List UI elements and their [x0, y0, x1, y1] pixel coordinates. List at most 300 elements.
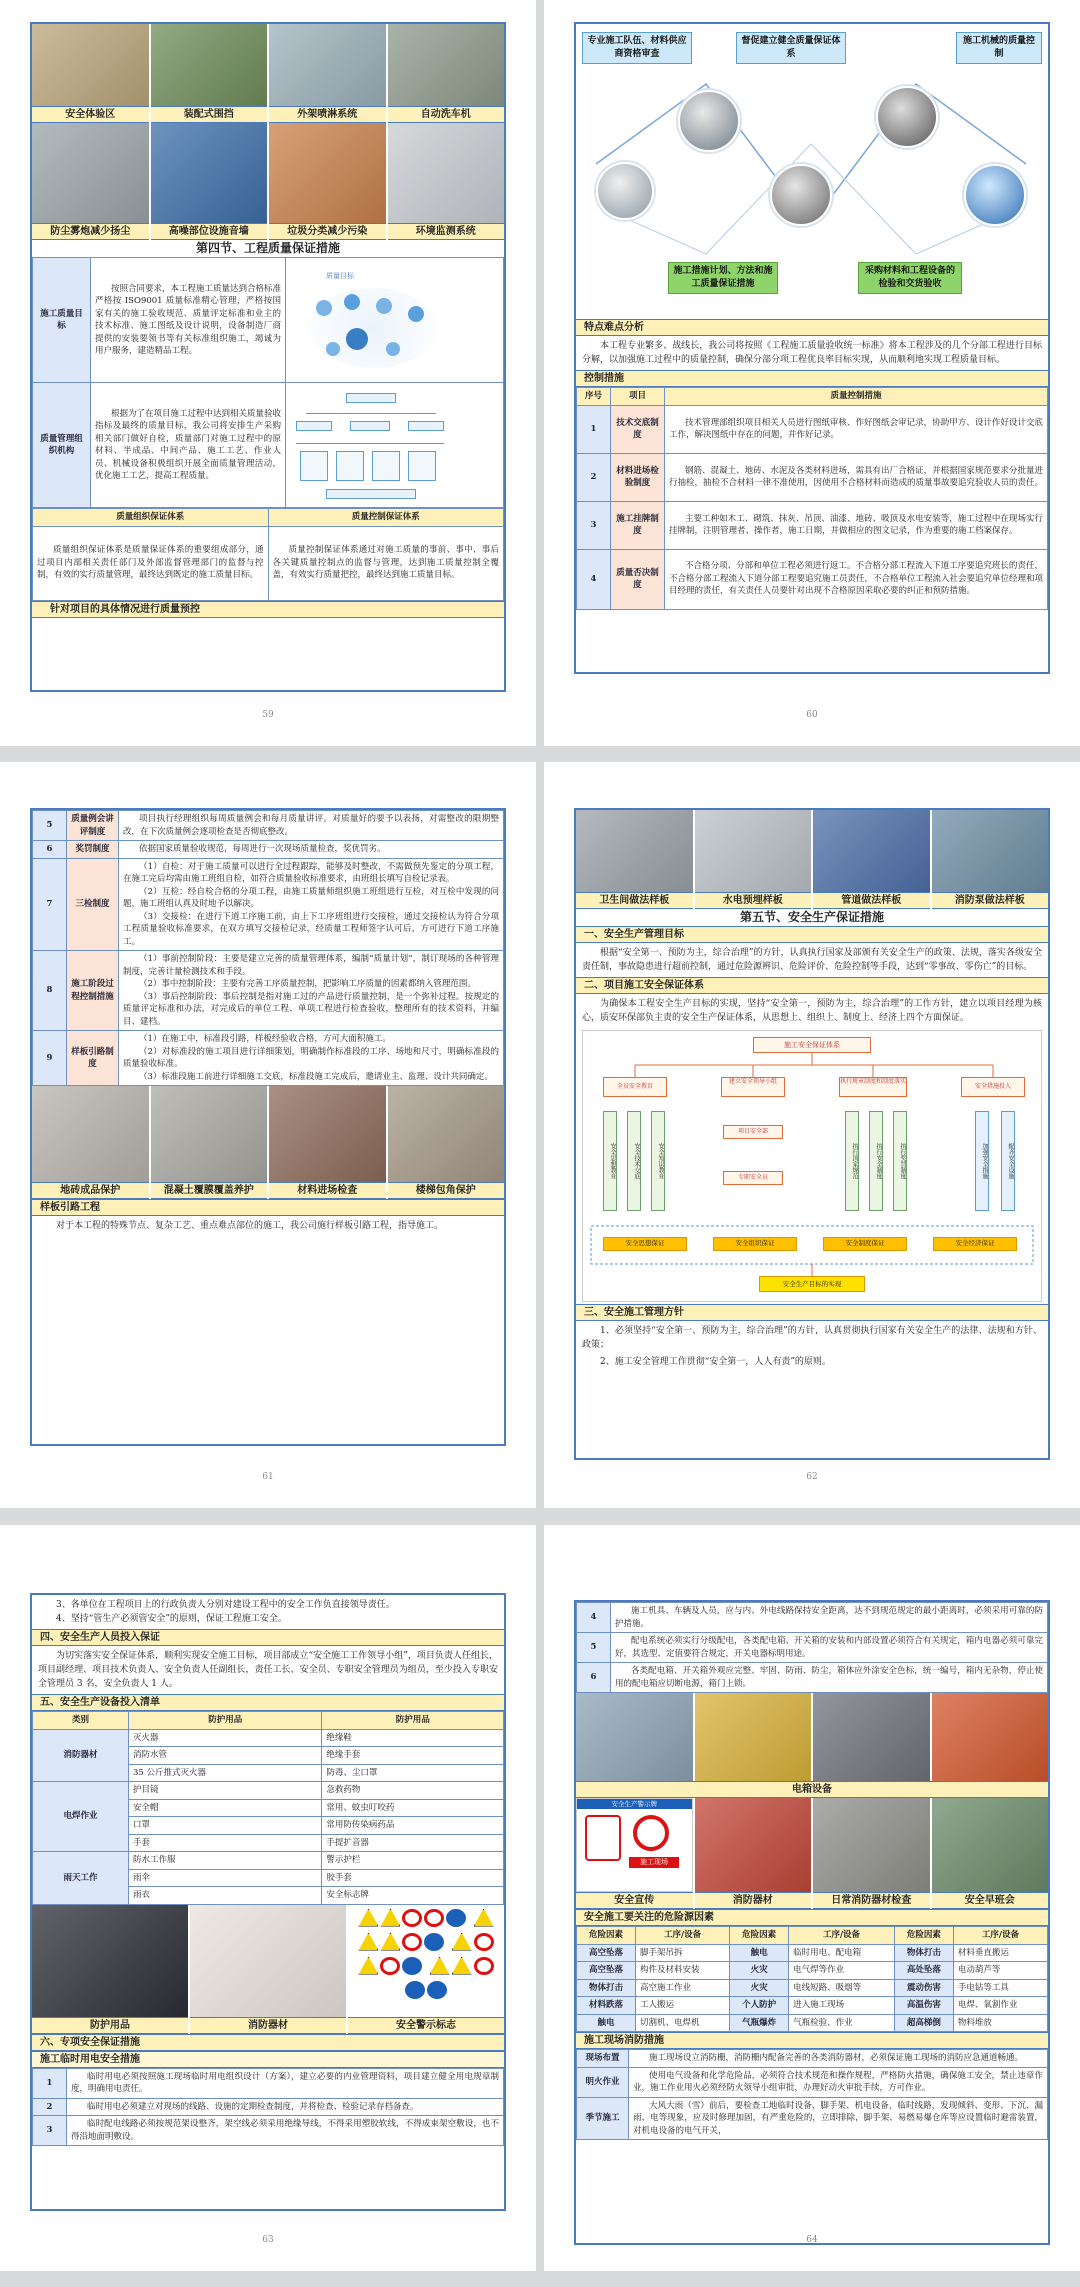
row-item: 质量例会讲评制度: [67, 811, 119, 841]
cell: 触电: [730, 1944, 789, 1962]
photo-caption: 消防器材: [695, 1892, 812, 1909]
page-63-frame: [30, 1593, 506, 2211]
electric-box-photos: [576, 1693, 1048, 1781]
org-result: 安全生产目标的实现: [759, 1276, 865, 1292]
section-title: 第五节、安全生产保证措施: [739, 910, 884, 924]
table-row: [577, 1603, 1048, 1633]
row-no: 4: [577, 1603, 611, 1633]
item: 雨衣: [129, 1887, 322, 1905]
photo-concrete-cure: [151, 1086, 268, 1182]
col-header: 危险因素: [894, 1927, 953, 1945]
prohibition-icon: [474, 1957, 494, 1975]
section-title: 第四节、工程质量保证措施: [195, 241, 340, 255]
cell: 高处坠落: [894, 1962, 953, 1980]
table-row: [33, 1031, 504, 1086]
org-v1: 安全知识教育: [651, 1111, 665, 1211]
item: 口罩: [129, 1817, 322, 1835]
item: 防毒、尘口罩: [322, 1764, 504, 1782]
photo-circle: [964, 164, 1026, 226]
row-text: 配电系统必须实行分级配电，各类配电箱、开关箱的安装和内部设置必须符合有关规定，箱内电器必须可靠完好，其选型、定值要符合规定，开关电器标明用途。: [611, 1633, 1048, 1663]
item: 警示护栏: [322, 1852, 504, 1870]
table-row: [33, 1782, 504, 1800]
col-header: 工序/设备: [953, 1927, 1047, 1945]
photo-circle: [770, 164, 832, 226]
row-label: 季节施工: [577, 2097, 629, 2140]
item: 35 公斤推式灭火器: [129, 1764, 322, 1782]
bottom-box: 采购材料和工程设备的检验和交货验收: [858, 262, 962, 294]
row-text: [119, 858, 504, 951]
cell: 临时用电、配电箱: [789, 1944, 895, 1962]
footer-bar: 针对项目的具体情况进行质量预控: [32, 601, 504, 618]
photo-caption: 电箱设备: [576, 1781, 1048, 1798]
item: 绝缘鞋: [322, 1729, 504, 1747]
body-text: 为确保本工程安全生产目标的实现，坚持“安全第一，预防为主，综合治理”的工作方针，建立以项目经理为核心，质安环保部负主责的安全生产保证体系，从思想上、组织上、制度上、经济上四个方面保证。: [582, 999, 1042, 1023]
photo-power-booth: [576, 1693, 693, 1781]
photo-protective-gear: [32, 1905, 188, 2017]
cell: 物体打击: [894, 1944, 953, 1962]
quality-table: [32, 257, 504, 508]
photo-caption: 自动洗车机: [388, 106, 505, 123]
photo-row-2: [32, 123, 504, 240]
item: 绝缘手套: [322, 1747, 504, 1765]
photo-tile-protect: [32, 1086, 149, 1182]
photo-breakers: [813, 1693, 930, 1781]
row-text: 各类配电箱、开关箱外观应完整、牢固、防雨、防尘，箱体应外涂安全色标，统一编号，箱内无杂物，停止使用的配电箱应切断电源，箱门上锁。: [611, 1663, 1048, 1693]
worker-sign-icon: [585, 1815, 621, 1861]
system-text: 质量控制保证体系通过对施工质量的事前、事中、事后各关键质量控制点的监督与管理，达到施工质量控制全覆盖，有效实行质量把控，最终达到施工质量目标。: [268, 526, 504, 600]
photo-morning-meeting: [932, 1798, 1049, 1892]
category: 雨天工作: [33, 1852, 129, 1905]
table-row: [577, 405, 1048, 453]
cell: 个人防护: [730, 1997, 789, 2015]
quality-goal-diagram: [286, 258, 504, 383]
cell: 脚手架吊拆: [636, 1944, 730, 1962]
col-header: 危险因素: [577, 1927, 636, 1945]
table-row: [577, 1997, 1048, 2015]
row-text: 项目执行经理组织每周质量例会和每月质量讲评。对质量好的要予以表扬，对需整改的限期整改，在下次质量例会逐项检查是否彻底整改。: [119, 811, 504, 841]
section-bar: 安全施工要关注的危险源因素: [576, 1909, 1048, 1926]
col-header: 类别: [33, 1712, 129, 1730]
fire-table: [576, 2049, 1048, 2140]
prohibition-icon: [402, 1909, 422, 1927]
prohibition-icon: [380, 1957, 400, 1975]
item: 安全帽: [129, 1799, 322, 1817]
row-text: 技术管理部组织项目相关人员进行图纸审核、作好图纸会审记录，协助甲方、设计作好设计交底工作，解决图纸中存在的问题，并作好记录。: [665, 405, 1048, 453]
system-table: [32, 508, 504, 601]
mandatory-icon: [427, 1981, 447, 1999]
photo-caption: 安全警示标志: [348, 2017, 504, 2034]
photo-pipe-sample: [813, 810, 930, 892]
photo-caption: 混凝土覆膜覆盖养护: [151, 1182, 268, 1199]
row-text: 大风大雨（雪）前后，要检查工地临时设备、脚手架、机电设备，临时线路，发现倾斜、变形、下沉、漏雨、电等现象，应及时修理加固，有严重危险的，立即排除，脚手架、易燃易爆仓库等应设置临时避雷装置，对机电设备的电气开关，: [629, 2097, 1048, 2140]
sub-bar: 施工临时用电安全措施: [32, 2051, 504, 2068]
org-top: 施工安全保证体系: [753, 1037, 871, 1053]
bottom-box: 施工措施计划、方法和施工质量保证措施: [668, 262, 778, 294]
warning-triangle-icon: [380, 1933, 400, 1951]
table-row: [577, 453, 1048, 501]
table-row: [33, 383, 504, 508]
org-v4: 加强安全措施: [975, 1111, 989, 1211]
photo-fire-cabinet: [695, 1798, 812, 1892]
table-row: [577, 2067, 1048, 2097]
row-label: 现场布置: [577, 2050, 629, 2068]
page-59: [0, 0, 536, 746]
row-no: 5: [577, 1633, 611, 1663]
row-text: 使用电气设备和化学危险品，必须符合技术规范和操作规程，严格防火措施，确保施工安全，禁止违章作业，施工作业用火必须经防火领导小组审批，办理好动火审批手续，方可作业。: [629, 2067, 1048, 2097]
photo-caption: 日常消防器材检查: [813, 1892, 930, 1909]
org-mid: 项目安全部: [723, 1125, 783, 1139]
body-text: 4、坚持“管生产必须管安全”的原则，保证工程施工安全。: [56, 1614, 287, 1624]
row-para: （1）在施工中，标准段引路，样板经验收合格，方可大面积施工。: [139, 1034, 391, 1044]
category: 消防器材: [33, 1729, 129, 1782]
org-v3: 执行国家规范: [845, 1111, 859, 1211]
closing-text: 对于本工程的特殊节点、复杂工艺、重点难点部位的施工，我公司施行样板引路工程，指导施工。: [56, 1221, 444, 1231]
photo-caption: 防护用品: [32, 2017, 188, 2034]
row-para: （1）自检：对于施工质量可以进行全过程跟踪，能够及时整改，不需做预先鉴定的分项工程，在施工完后均需由施工班组自检，如符合质量验收标准要求，由班组长填写自检记录表。: [123, 861, 499, 884]
table-row: [577, 2014, 1048, 2032]
table-row: [33, 841, 504, 859]
table-row: [33, 951, 504, 1031]
section-bar: 六、专项安全保证措施: [32, 2034, 504, 2051]
org-mid: 专职安全员: [723, 1171, 783, 1185]
row-text: 施工机具、车辆及人员，应与内、外电线路保持安全距离，达不到规范规定的最小距离时，必须采用可靠的防护措施。: [611, 1603, 1048, 1633]
category: 电焊作业: [33, 1782, 129, 1852]
page-59-frame: [30, 22, 506, 692]
row-label: 明火作业: [577, 2067, 629, 2097]
table-row: [33, 811, 504, 841]
top-box: 专业施工队伍、材料供应商资格审查: [582, 32, 692, 64]
warning-signs: [348, 1905, 504, 2017]
prohibition-icon: [402, 1933, 422, 1951]
photo-caption: 装配式围挡: [151, 106, 268, 123]
row-label: 质量管理组织机构: [33, 383, 91, 508]
row-para: （2）对标准段的施工项目进行详细策划，明确制作标准段的工序、场地和尺寸，明确标准段的质量验收标准。: [123, 1046, 499, 1069]
body-text: 1、必须坚持“安全第一、预防为主，综合治理”的方针，认真贯彻执行国家有关安全生产的法律、法规和方针、政策；: [582, 1326, 1042, 1350]
row-text: [119, 1031, 504, 1086]
org-v3: 执行安全制度: [869, 1111, 883, 1211]
row-text: [119, 951, 504, 1031]
table-row: [33, 2098, 504, 2116]
warning-triangle-icon: [430, 1957, 450, 1975]
photo-spray: [269, 24, 386, 106]
org-level2: 全员安全教育: [603, 1077, 667, 1097]
cell: 触电: [577, 2014, 636, 2032]
intro-text: 本工程专业繁多、战线长，我公司将按照《工程施工质量验收统一标准》将本工程涉及的几个分部工程进行目标分解，以加强施工过程中的质量控制，确保分部分项工程优良率目标实现，从而顺利地实现工程质量目标。: [582, 341, 1042, 365]
org-v1: 安全技术交底: [627, 1111, 641, 1211]
page-number: 61: [262, 1472, 274, 1482]
table-row: [33, 1729, 504, 1747]
table-row: [577, 1962, 1048, 1980]
safety-org-chart: [582, 1030, 1042, 1302]
warning-triangle-icon: [452, 1933, 472, 1951]
electric-table-cont: [576, 1602, 1048, 1693]
photo-caption: 地砖成品保护: [32, 1182, 149, 1199]
photo-pump-sample: [932, 810, 1049, 892]
photo-caption: 材料进场检查: [269, 1182, 386, 1199]
photo-caption: 安全体验区: [32, 106, 149, 123]
warning-triangle-icon: [358, 1909, 378, 1927]
sign-title: 安全生产警示牌: [577, 1799, 692, 1809]
table-row: [33, 1852, 504, 1870]
photo-mep-sample: [695, 810, 812, 892]
section-bar: 一、安全生产管理目标: [576, 926, 1048, 943]
row-item: 施工阶段过程控制措施: [67, 951, 119, 1031]
section-bar: 五、安全生产设备投入清单: [32, 1694, 504, 1711]
cell: 高温伤害: [894, 1997, 953, 2015]
cell: 超高梯倒: [894, 2014, 953, 2032]
org-level2: 建立安全领导小组: [721, 1077, 785, 1097]
section-bar: 样板引路工程: [32, 1199, 504, 1216]
electric-table: [32, 2068, 504, 2147]
photo-row: [32, 1905, 504, 2034]
page-61-frame: [30, 808, 506, 1446]
photo-row-1: [32, 24, 504, 123]
item: 灭火器: [129, 1729, 322, 1747]
photo-fire-inspection: [813, 1798, 930, 1892]
org-bottom: 安全经济保证: [933, 1237, 1017, 1251]
photo-material-check: [269, 1086, 386, 1182]
section-bar: 特点难点分析: [576, 319, 1048, 336]
photo-distribution-box: [932, 1693, 1049, 1781]
photo-noise-wall: [151, 123, 268, 223]
cell: 电气焊等作业: [789, 1962, 895, 1980]
row-no: 4: [577, 549, 611, 609]
table-row: [577, 501, 1048, 549]
item: 常用防传染病药品: [322, 1817, 504, 1835]
row-para: （1）事前控制阶段：主要是建立完善的质量管理体系，编制“质量计划”，制订现场的各种管理制度，完善计量检测技术和手段。: [123, 954, 499, 977]
org-v4: 配齐安全设施: [1001, 1111, 1015, 1211]
warning-triangle-icon: [452, 1957, 472, 1975]
page-60-frame: [574, 22, 1050, 674]
cell: 火灾: [730, 1979, 789, 1997]
photo-env-monitor: [388, 123, 505, 223]
page-number: 64: [806, 2235, 818, 2245]
mandatory-icon: [402, 1957, 422, 1975]
photo-caption: 消防器材: [190, 2017, 346, 2034]
row-no: 8: [33, 951, 67, 1031]
page-number: 63: [262, 2235, 274, 2245]
section-bar: 三、安全施工管理方针: [576, 1304, 1048, 1321]
page-number: 60: [806, 710, 818, 720]
cell: 气瓶检验、作业: [789, 2014, 895, 2032]
org-bottom: 安全制度保证: [823, 1237, 907, 1251]
row-text: 不合格分项、分部和单位工程必须进行返工。不合格分部工程流入下道工序要追究班长的责任，不合格分部工程流入下道分部工程要追究施工员责任，不合格单位工程流入社会要追究单位经理和项目经理的责任，有关责任人员要针对出现不合格原因采取必要的纠正和预防措施。: [665, 549, 1048, 609]
row-no: 6: [577, 1663, 611, 1693]
photo-circle: [678, 90, 740, 152]
row-no: 2: [33, 2098, 67, 2116]
cell: 进入施工现场: [789, 1997, 895, 2015]
col-header: 防护用品: [322, 1712, 504, 1730]
cell: 火灾: [730, 1962, 789, 1980]
page-number: 62: [806, 1472, 818, 1482]
row-text: 施工现场设立消防栅，消防栅内配备完善的各类消防器材，必须保证施工现场的消防应急通道畅通。: [629, 2050, 1048, 2068]
page-number: 59: [262, 710, 274, 720]
prohibition-icon: [474, 1933, 494, 1951]
row-para: （3）标准段施工前进行详细施工交底，标准段施工完成后，邀请业主、监理、设计共同确定。: [139, 1071, 493, 1082]
photo-caption: 管道做法样板: [813, 892, 930, 909]
row-no: 3: [33, 2116, 67, 2146]
cell: 震动伤害: [894, 1979, 953, 1997]
quality-control-diagram: [576, 24, 1048, 319]
page-64: [544, 1525, 1080, 2271]
photo-caption: 环境监测系统: [388, 223, 505, 240]
row-no: 3: [577, 501, 611, 549]
system-header: 质量控制保证体系: [268, 509, 504, 527]
photo-caption: 高噪部位设施音墙: [151, 223, 268, 240]
row-text: 主要工种如木工、砌筑、抹灰、吊顶、油漆、地砖、吸顶及水电安装等，施工过程中在现场实行挂牌制，注明管理者、操作者，施工日期，并做相应的图文记录，作为重要的施工档案保存。: [665, 501, 1048, 549]
page-64-frame: [574, 1600, 1050, 2245]
photo-waste-sorting: [269, 123, 386, 223]
col-header: 项目: [611, 388, 665, 406]
org-bottom: 安全组织保证: [713, 1237, 797, 1251]
mandatory-icon: [424, 1933, 444, 1951]
cell: 高空坠落: [577, 1962, 636, 1980]
top-box: 督促建立健全质量保证体系: [736, 32, 846, 64]
item: 急救药物: [322, 1782, 504, 1800]
table-row: [577, 1979, 1048, 1997]
org-level2: 安全措施投入: [961, 1077, 1025, 1097]
row-no: 2: [577, 453, 611, 501]
section-bar: 控制措施: [576, 370, 1048, 387]
cell: 构件及材料安装: [636, 1962, 730, 1980]
section-bar: 四、安全生产人员投入保证: [32, 1629, 504, 1646]
row-text: 依据国家质量验收规范，每周进行一次现场质量检查，奖优罚劣。: [119, 841, 504, 859]
col-header: 危险因素: [730, 1927, 789, 1945]
row-item: 技术交底制度: [611, 405, 665, 453]
photo-fire-equipment: [190, 1905, 346, 2017]
row-para: （3）交接检：在进行下道工序施工前，由上下工序班组进行交接检，通过交接检认为符合分项工程质量验收标准要求，在双方填写交接检记录，经质量工程师签字认可后，方可进行下道工序施工。: [123, 911, 499, 947]
photo-safety-zone: [32, 24, 149, 106]
row-no: 1: [33, 2068, 67, 2098]
row-text: 按照合同要求，本工程施工质量达到合格标准严格按 ISO9001 质量标准精心管理，严格按国家有关的施工验收规范、质量评定标准和业主的技术标准、施工图纸及设计说明，设备制造厂商提供的安装要领书等有关标准组织施工，竭诚为用户服务，建造精品工程。: [91, 258, 286, 383]
cell: 高空坠落: [577, 1944, 636, 1962]
cell: 物料堆放: [953, 2014, 1047, 2032]
item: 护目镜: [129, 1782, 322, 1800]
photo-bathroom-sample: [576, 810, 693, 892]
item: 手提扩音器: [322, 1834, 504, 1852]
item: 消防水管: [129, 1747, 322, 1765]
row-text: 临时用电必须按照施工现场临时用电组织设计（方案），建立必要的内业管理资料，项目建立健全用电规章制度，明确用电责任。: [67, 2068, 504, 2098]
cell: 电动葫芦等: [953, 1962, 1047, 1980]
photo-fence: [151, 24, 268, 106]
body-text: 为切实落实安全保证体系，顺利实现安全施工目标，项目部成立“安全施工工作领导小组”，项目负责人任组长，项目副经理、项目技术负责人、安全负责人任副组长，责任工长、安全员、专职安全管理员为组员，至少投入专职安全管理员 3 名，安全负责人 1 人。: [38, 1651, 498, 1689]
photo-caption: 卫生间做法样板: [576, 892, 693, 909]
row-no: 6: [33, 841, 67, 859]
cell: 手电钻等工具: [953, 1979, 1047, 1997]
body-text: 2、施工安全管理工作贯彻“安全第一，人人有责”的原则。: [600, 1357, 831, 1367]
page-63: [0, 1525, 536, 2271]
warning-triangle-icon: [358, 1957, 378, 1975]
col-header: 工序/设备: [636, 1927, 730, 1945]
no-entry-icon: [633, 1815, 669, 1851]
item: 手套: [129, 1834, 322, 1852]
row-item: 材料进场检验制度: [611, 453, 665, 501]
section-bar: 二、项目施工安全保证体系: [576, 977, 1048, 994]
control-table: [576, 387, 1048, 610]
row-item: 样板引路制度: [67, 1031, 119, 1086]
page-60: [544, 0, 1080, 746]
warning-triangle-icon: [358, 1933, 378, 1951]
row-item: 施工挂牌制度: [611, 501, 665, 549]
prohibition-icon: [424, 1909, 444, 1927]
row-text: 根据为了在项目施工过程中达到相关质量验收指标及最终的质量目标，我公司将安排生产采购相关部门做好自检，质量部门对施工过程中的原材料、半成品、中间产品、施工工艺、作业人员、机械设备积极组织开展全面质量管理活动，优化施工工艺，提高工程质量。: [91, 383, 286, 508]
item: 防水工作服: [129, 1852, 322, 1870]
org-chart-diagram: [286, 383, 504, 508]
warning-triangle-icon: [380, 1909, 400, 1927]
photo-caption: 安全宣传: [576, 1892, 693, 1909]
col-header: 质量控制措施: [665, 388, 1048, 406]
table-row: [33, 258, 504, 383]
mandatory-icon: [405, 1981, 425, 1999]
photo-caption: 防尘雾炮减少扬尘: [32, 223, 149, 240]
safety-captions: [576, 1892, 1048, 1909]
body-text: 根据“安全第一、预防为主，综合治理”的方针，认真执行国家及部颁有关安全生产的政策、法规，落实各级安全责任制，事故隐患进行超前控制，通过危险源辨识、危险评价、危险控制等手段，达到“零事故、零伤亡”的目标。: [582, 948, 1042, 972]
item: 雨伞: [129, 1869, 322, 1887]
col-header: 工序/设备: [789, 1927, 895, 1945]
photo-caption: 垃圾分类减少污染: [269, 223, 386, 240]
photo-power-box: [695, 1693, 812, 1781]
photo-fog-cannon: [32, 123, 149, 223]
row-text: 临时用电必须建立对现场的线路、设施的定期检查制度，并将检查、检验记录存档备查。: [67, 2098, 504, 2116]
row-no: 1: [577, 405, 611, 453]
top-box: 施工机械的质量控制: [956, 32, 1042, 64]
row-item: 奖罚制度: [67, 841, 119, 859]
control-table-cont: [32, 810, 504, 1086]
diagram-label: 质量目标: [326, 272, 354, 280]
sign-text: 施工现场: [629, 1857, 679, 1868]
table-row: [577, 1944, 1048, 1962]
row-text: 钢筋、混凝土、地砖、水泥及各类材料进场，需具有出厂合格证，并根据国家规范要求分批量进行抽检，抽检不合材料一律不准使用，因使用不合格材料而造成的质量事故要追究验收人员的责任。: [665, 453, 1048, 501]
system-header: 质量组织保证体系: [33, 509, 269, 527]
table-row: [577, 549, 1048, 609]
org-v3: 执行奖罚制度: [893, 1111, 907, 1211]
page-62: [544, 762, 1080, 1508]
photo-caption: 楼梯包角保护: [388, 1182, 505, 1199]
safety-sign-board: [576, 1798, 693, 1892]
photo-caption: 安全早班会: [932, 1892, 1049, 1909]
photo-caption: 消防泵做法样板: [932, 892, 1049, 909]
table-row: [577, 1663, 1048, 1693]
item: 胶手套: [322, 1869, 504, 1887]
row-item: 质量否决制度: [611, 549, 665, 609]
row-para: （2）事中控制阶段：主要有完善工序质量控制，把影响工序质量的因素都纳入管理范围。: [139, 979, 476, 989]
org-bottom: 安全思想保证: [603, 1237, 687, 1251]
table-row: [33, 2116, 504, 2146]
body-text: 3、各单位在工程项目上的行政负责人分别对建设工程中的安全工作负直接领导责任。: [56, 1600, 395, 1610]
table-row: [577, 2097, 1048, 2140]
row-para: （3）事后控制阶段：事后控制是指对施工过的产品进行质量控制，是一个弥补过程。按规定的质量评定标准和办法，对完成后的单位工程、单项工程进行检查验收，整理所有的技术资料，并编目、建档。: [123, 991, 499, 1027]
photo-caption: 水电预埋样板: [695, 892, 812, 909]
table-row: [577, 1633, 1048, 1663]
photo-caption: 外架喷淋系统: [269, 106, 386, 123]
photo-stair-protect: [388, 1086, 505, 1182]
photo-car-wash: [388, 24, 505, 106]
row-label: 施工质量目标: [33, 258, 91, 383]
photo-row: [32, 1086, 504, 1199]
cell: 电焊、氧割作业: [953, 1997, 1047, 2015]
section-bar: 施工现场消防措施: [576, 2032, 1048, 2049]
org-level2: 执行规章制度和制度落实: [839, 1077, 907, 1097]
equipment-table: [32, 1711, 504, 1905]
cell: 电线短路、吸烟等: [789, 1979, 895, 1997]
row-no: 7: [33, 858, 67, 951]
photo-circle: [876, 86, 938, 148]
photo-circle: [596, 162, 654, 220]
page-62-frame: [574, 808, 1050, 1460]
col-header: 序号: [577, 388, 611, 406]
cell: 高空施工作业: [636, 1979, 730, 1997]
mandatory-icon: [446, 1909, 466, 1927]
